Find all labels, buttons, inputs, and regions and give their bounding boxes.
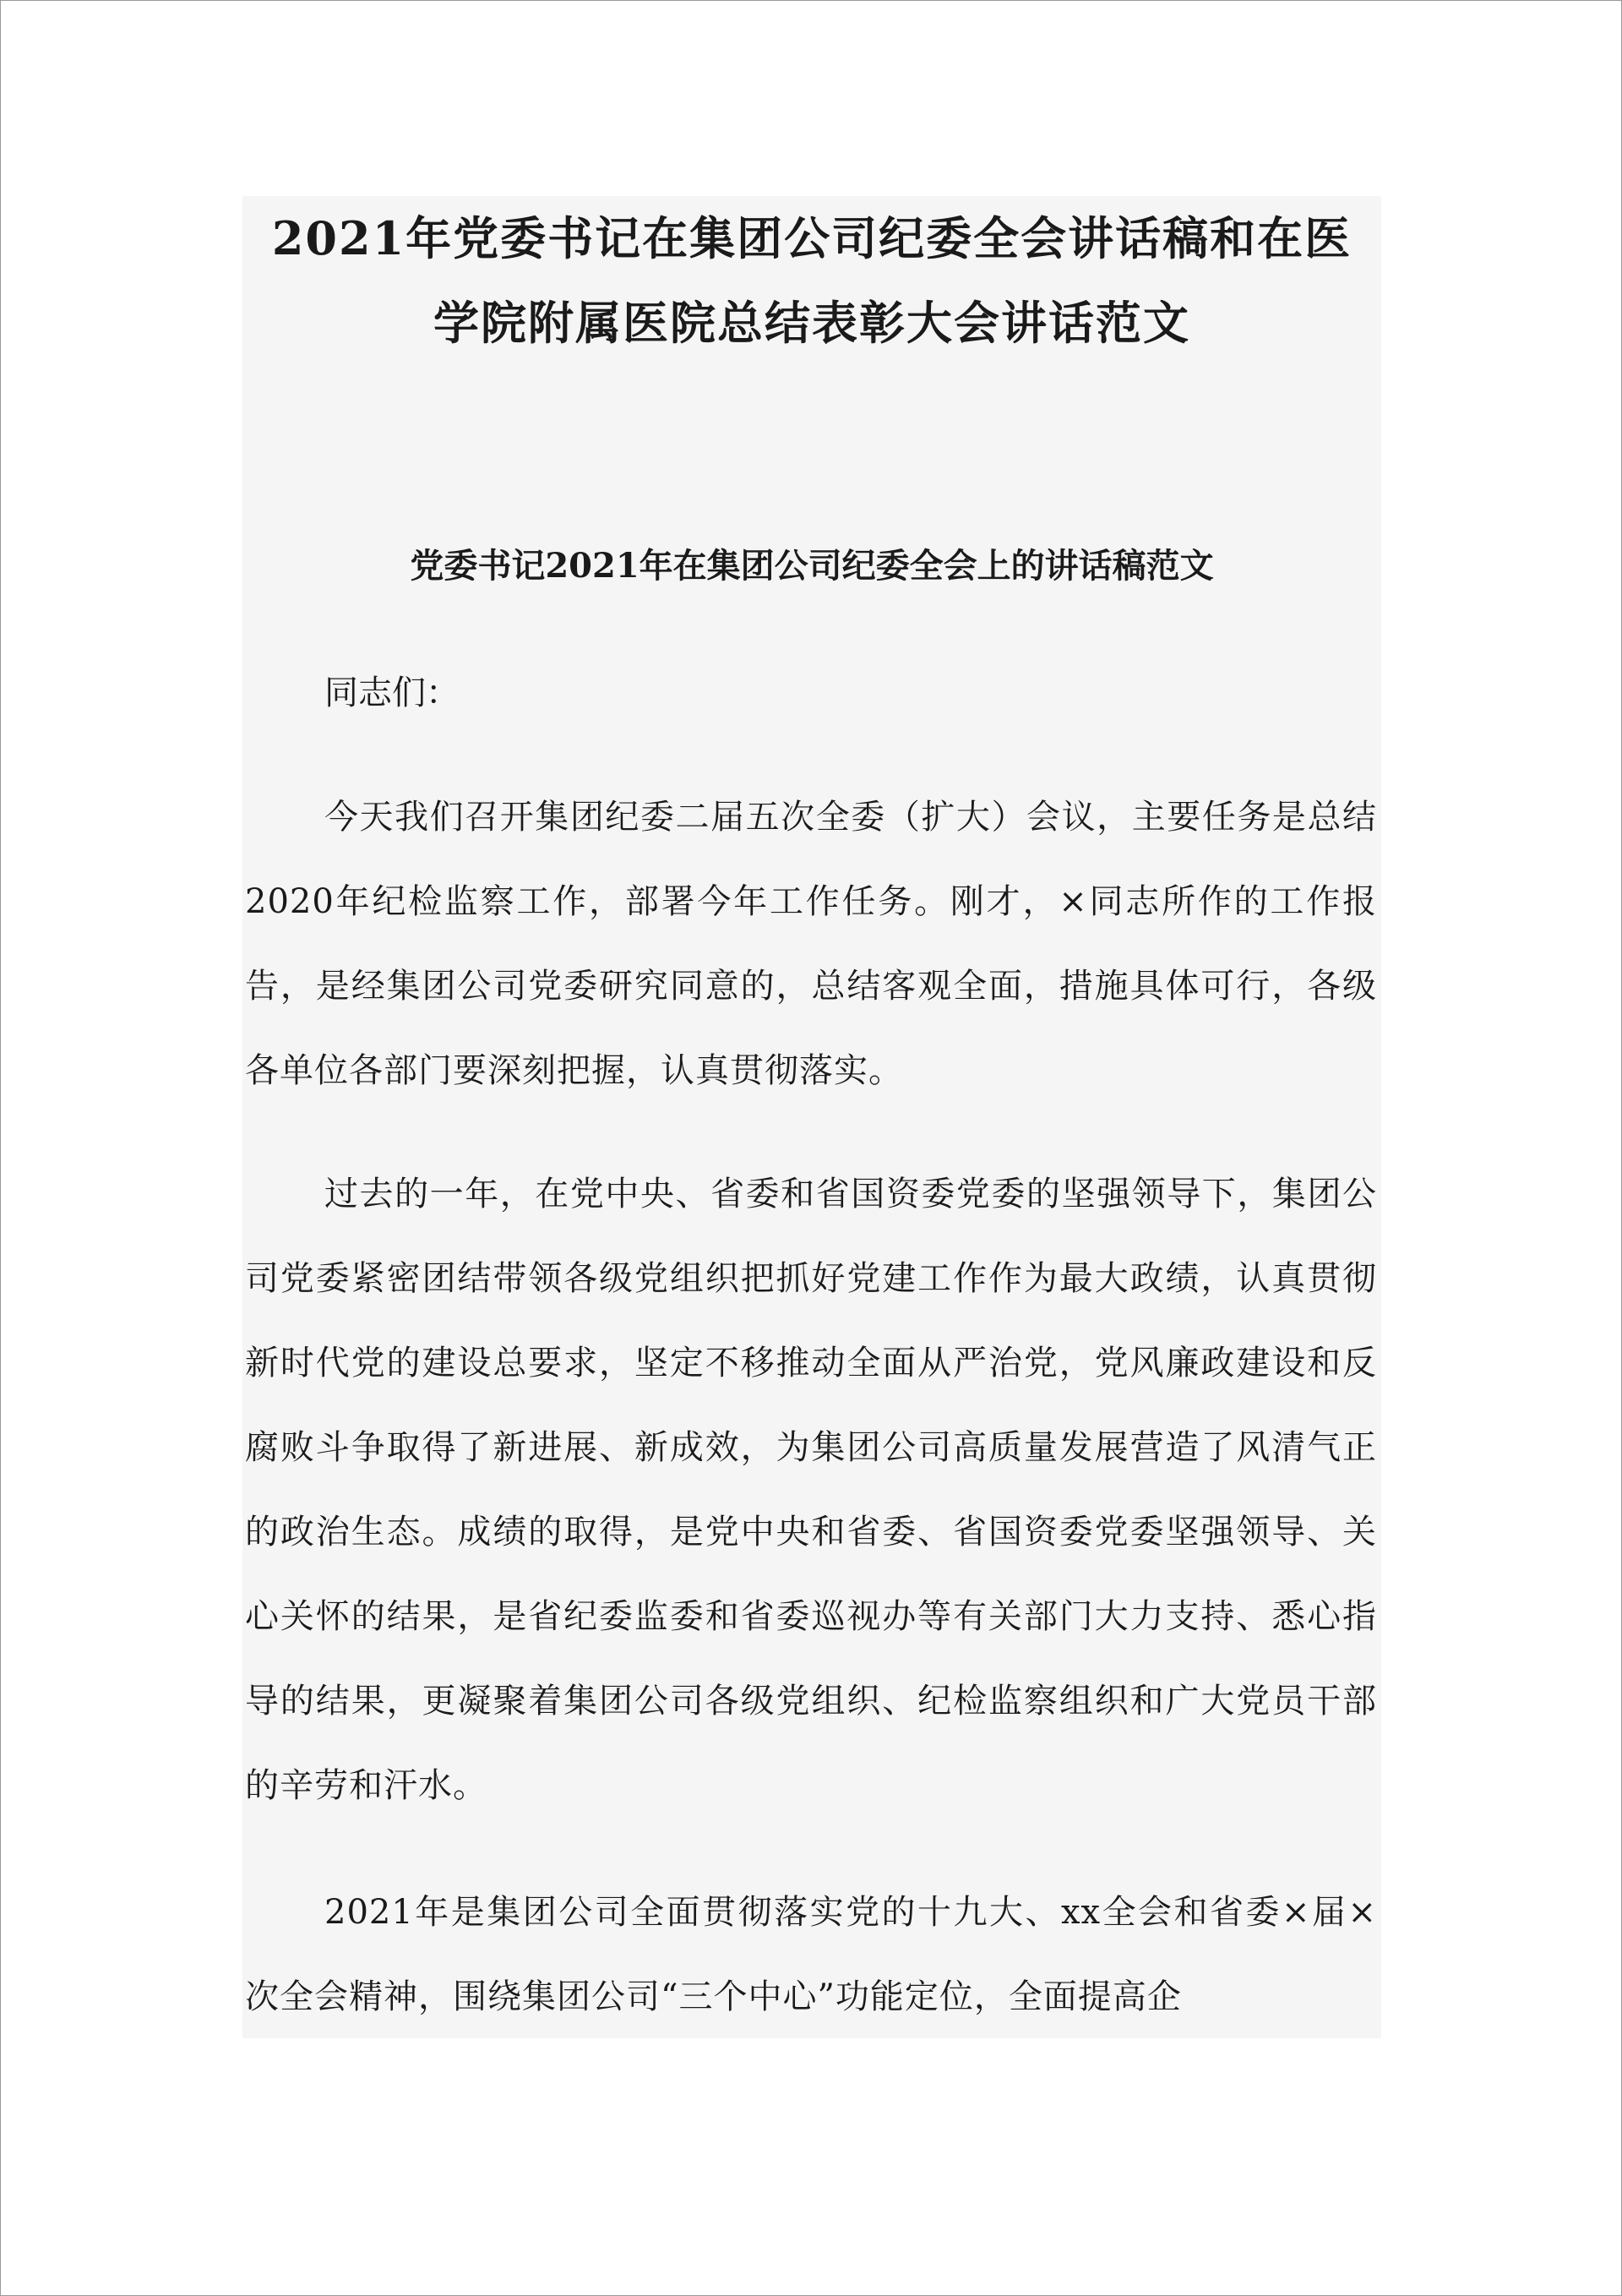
- paragraph-3: 2021年是集团公司全面贯彻落实党的十九大、xx全会和省委×届×次全会精神，围绕集团公司“三个中心”功能定位，全面提高企: [245, 1893, 1377, 2016]
- document-title-line-1: 2021年党委书记在集团公司纪委全会讲话稿和在医: [271, 211, 1353, 265]
- document-title-line-2: 学院附属医院总结表彰大会讲话范文: [433, 296, 1190, 350]
- paragraph-2: 过去的一年，在党中央、省委和省国资委党委的坚强领导下，集团公司党委紧密团结带领各级党组织把抓好党建工作作为最大政绩，认真贯彻新时代党的建设总要求，坚定不移推动全面从严治党，党风廉政建设和反腐败斗争取得了新进展、新成效，为集团公司高质量发展营造了风清气正的政治生态。成绩的取得，是党中央和省委、省国资委党委坚强领导、关心关怀的结果，是省纪委监委和省委巡视办等有关部门大力支持、悉心指导的结果，更凝聚着集团公司各级党组织、纪检监察组织和广大党员干部的辛劳和汗水。: [245, 1175, 1377, 1805]
- document-title: [242, 196, 1381, 365]
- paragraph-1: 今天我们召开集团纪委二届五次全委（扩大）会议，主要任务是总结2020年纪检监察工作，部署今年工作任务。刚才，×同志所作的工作报告，是经集团公司党委研究同意的，总结客观全面，措施具体可行，各级各单位各部门要深刻把握，认真贯彻落实。: [245, 798, 1377, 1090]
- section-title: 党委书记2021年在集团公司纪委全会上的讲话稿范文: [410, 546, 1214, 586]
- salutation: 同志们：: [324, 674, 460, 712]
